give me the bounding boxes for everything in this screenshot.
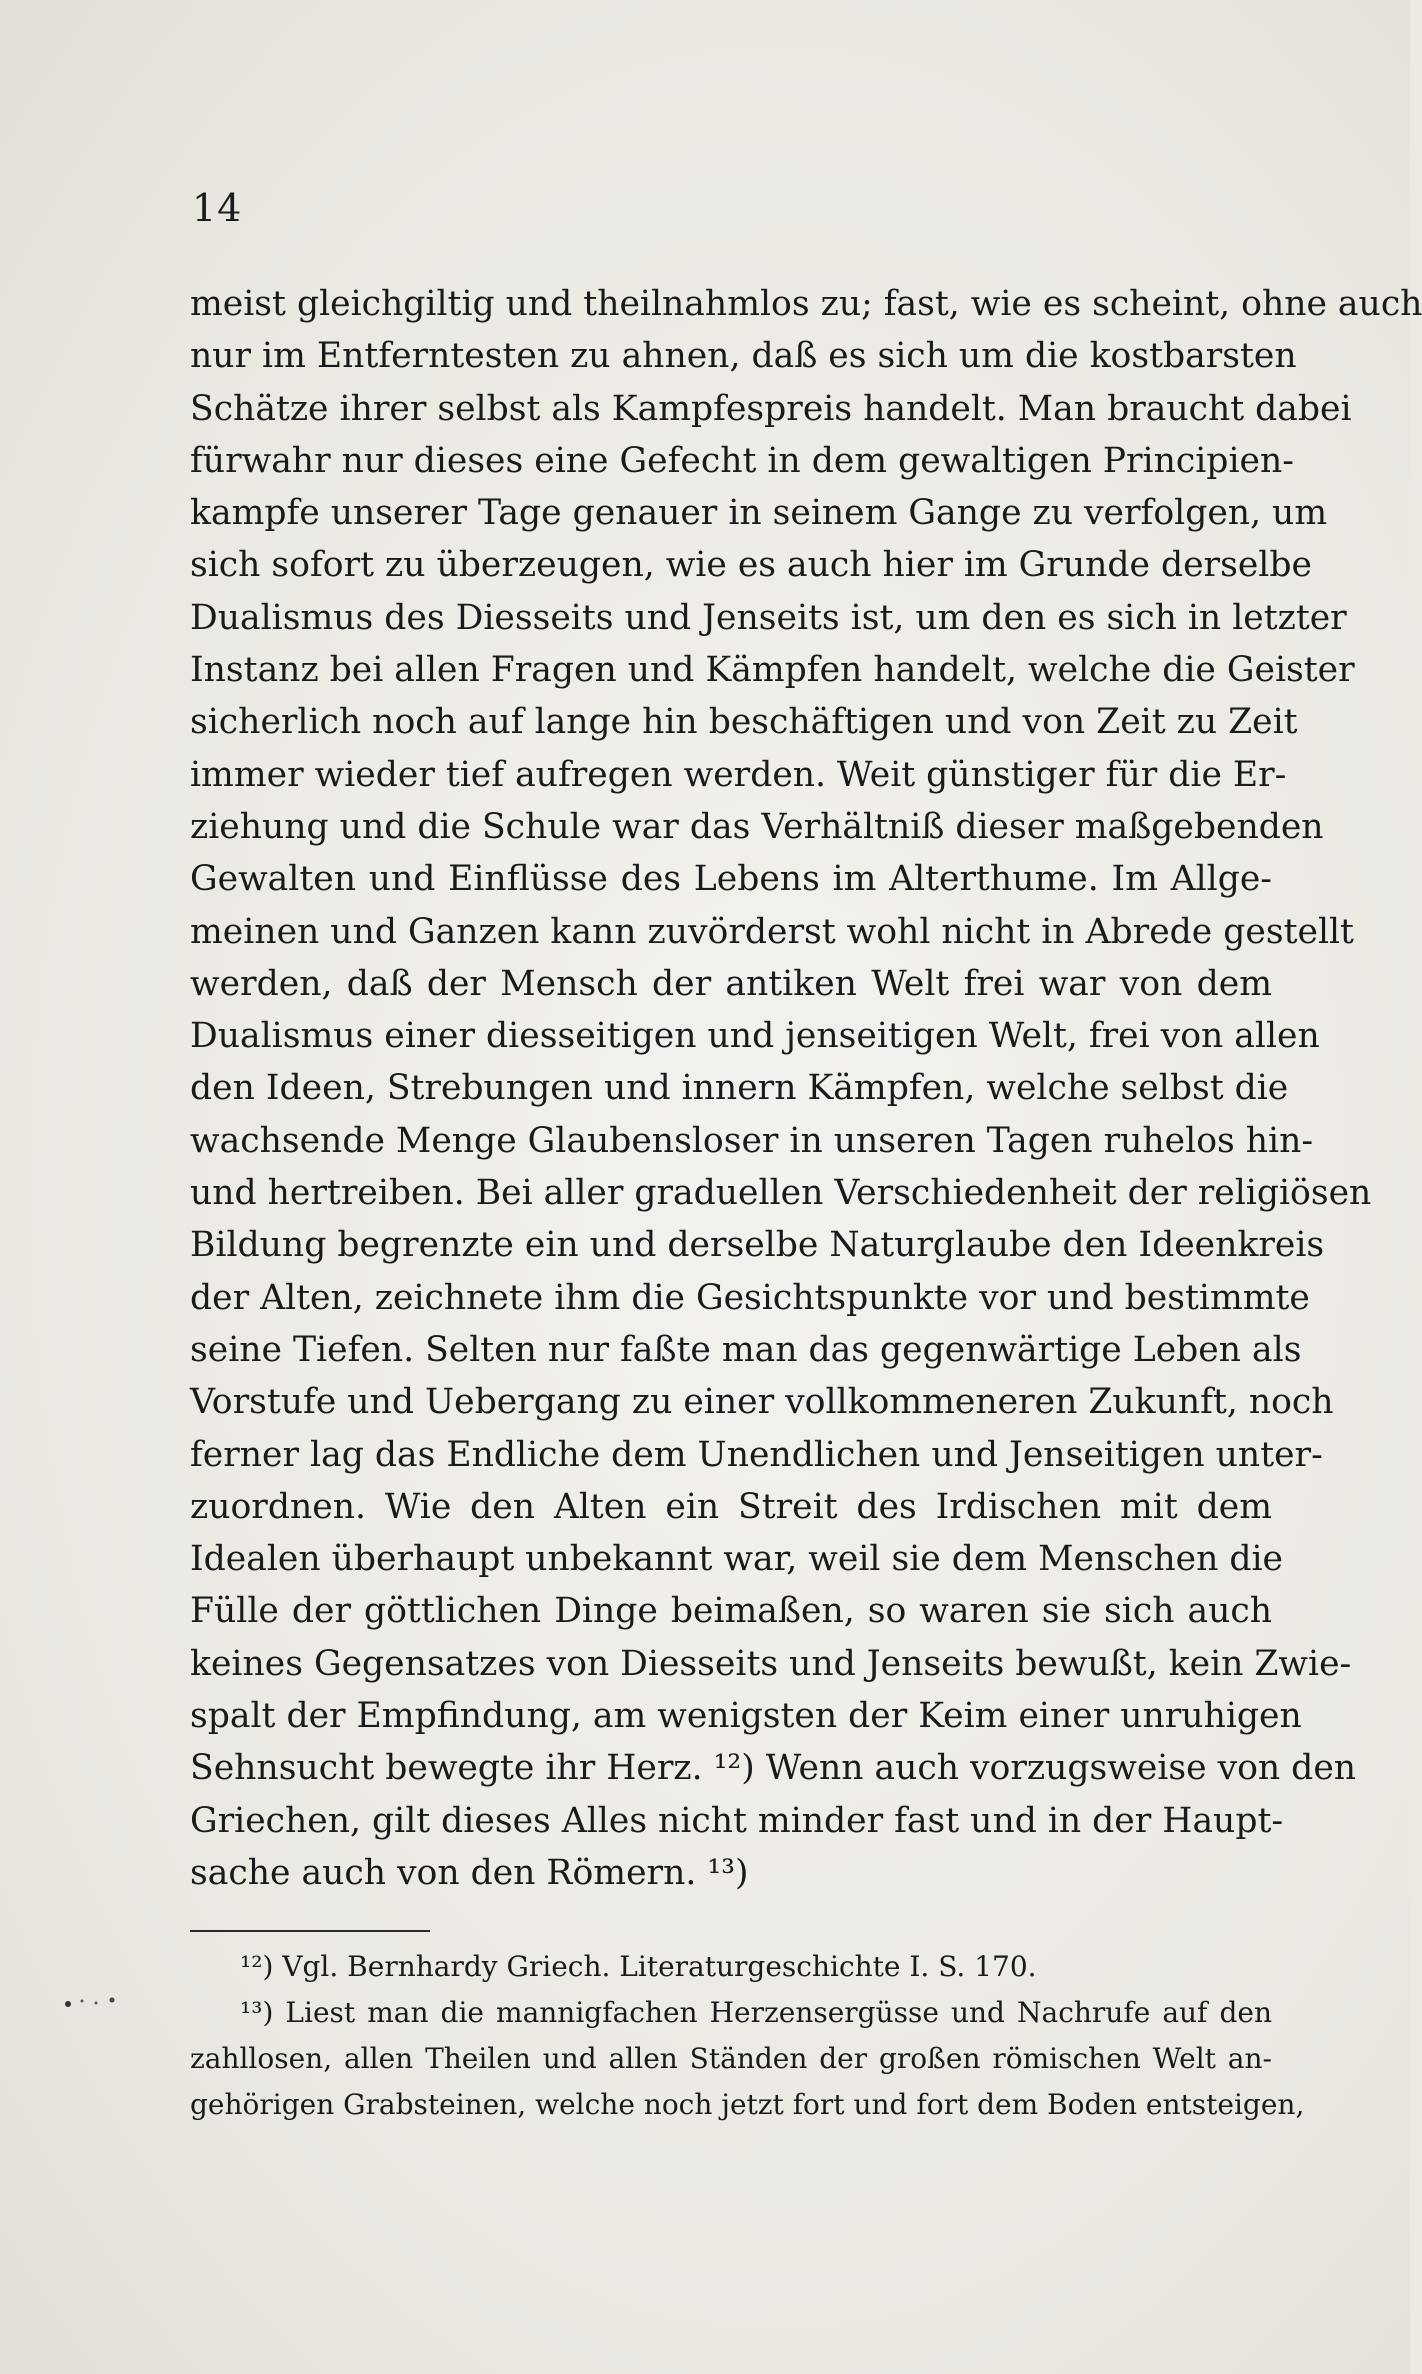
text-line: den Ideen, Strebungen und innern Kämpfen, welche selbst die [190, 1068, 1289, 1109]
footnotes [190, 1944, 1305, 2128]
text-line: meinen und Ganzen kann zuvörderst wohl nicht in Abrede gestellt [190, 911, 1354, 952]
text-line: Vorstufe und Uebergang zu einer vollkommeneren Zukunft, noch [190, 1382, 1334, 1423]
text-line: werden, daß der Mensch der antiken Welt frei war von dem [190, 963, 1272, 1004]
text-line: Sehnsucht bewegte ihr Herz. ¹²) Wenn auch vorzugsweise von den [190, 1748, 1357, 1789]
text-line: immer wieder tief aufregen werden. Weit günstiger für die Er- [190, 754, 1287, 795]
page-number: 14 [192, 186, 243, 230]
text-line: sicherlich noch auf lange hin beschäftigen und von Zeit zu Zeit [190, 702, 1298, 743]
text-line: und hertreiben. Bei aller graduellen Verschiedenheit der religiösen [190, 1173, 1372, 1214]
text-line: Schätze ihrer selbst als Kampfespreis handelt. Man braucht dabei [190, 388, 1352, 429]
text-line: Dualismus des Diesseits und Jenseits ist, um den es sich in letzter [190, 597, 1347, 638]
text-line: der Alten, zeichnete ihm die Gesichtspunkte vor und bestimmte [190, 1277, 1310, 1318]
text-line: kampfe unserer Tage genauer in seinem Gange zu verfolgen, um [190, 493, 1328, 534]
text-line: Idealen überhaupt unbekannt war, weil sie dem Menschen die [190, 1539, 1283, 1580]
text-line: ziehung und die Schule war das Verhältniß dieser maßgebenden [190, 806, 1324, 847]
text-line: Griechen, gilt dieses Alles nicht minder fast und in der Haupt- [190, 1800, 1284, 1841]
text-line: Instanz bei allen Fragen und Kämpfen handelt, welche die Geister [190, 650, 1355, 691]
body-text [190, 278, 1422, 1899]
text-line: Fülle der göttlichen Dinge beimaßen, so waren sie sich auch [190, 1591, 1272, 1632]
text-line: wachsende Menge Glaubensloser in unseren Tagen ruhelos hin- [190, 1120, 1314, 1161]
text-line: Gewalten und Einflüsse des Lebens im Alterthume. Im Allge- [190, 859, 1272, 900]
text-line: meist gleichgiltig und theilnahmlos zu; fast, wie es scheint, ohne auch [190, 284, 1422, 324]
footnote-12: ¹²) Vgl. Bernhardy Griech. Literaturgeschichte I. S. 170. [240, 1950, 1037, 1983]
text-line: seine Tiefen. Selten nur faßte man das gegenwärtige Leben als [190, 1329, 1302, 1370]
text-line: Bildung begrenzte ein und derselbe Naturglaube den Ideenkreis [190, 1225, 1325, 1266]
text-line: fürwahr nur dieses eine Gefecht in dem gewaltigen Principien- [190, 440, 1294, 481]
text-line: keines Gegensatzes von Diesseits und Jenseits bewußt, kein Zwie- [190, 1643, 1352, 1684]
text-line: Dualismus einer diesseitigen und jenseitigen Welt, frei von allen [190, 1016, 1320, 1057]
text-line: zuordnen. Wie den Alten ein Streit des Irdischen mit dem [190, 1486, 1272, 1527]
footnote-13-line: zahllosen, allen Theilen und allen Ständen der großen römischen Welt an- [190, 2042, 1272, 2075]
footnote-13-line: gehörigen Grabsteinen, welche noch jetzt fort und fort dem Boden entsteigen, [190, 2088, 1305, 2121]
text-line-last: sache auch von den Römern. ¹³) [190, 1852, 749, 1893]
text-line: spalt der Empfindung, am wenigsten der Keim einer unruhigen [190, 1696, 1302, 1737]
text-line: nur im Entferntesten zu ahnen, daß es sich um die kostbarsten [190, 336, 1297, 377]
footnote-13-line: ¹³) Liest man die mannigfachen Herzensergüsse und Nachrufe auf den [240, 1996, 1272, 2029]
text-line: sich sofort zu überzeugen, wie es auch hier im Grunde derselbe [190, 545, 1312, 586]
footnote-divider [190, 1930, 430, 1932]
ink-speck-marks [62, 1992, 122, 2012]
text-line: ferner lag das Endliche dem Unendlichen und Jenseitigen unter- [190, 1434, 1323, 1475]
